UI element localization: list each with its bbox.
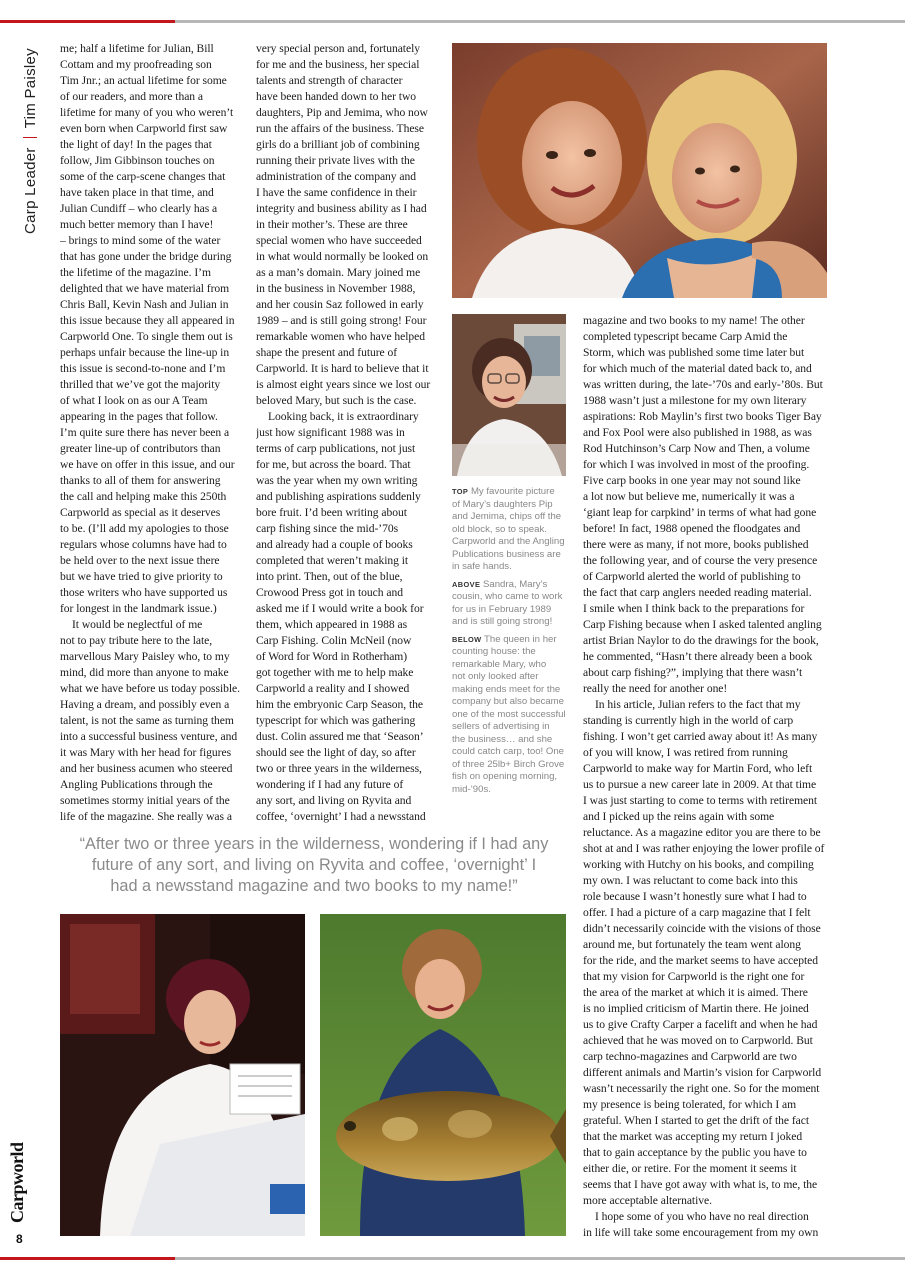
bottom-rule <box>0 1257 905 1260</box>
paragraph: I hope some of you who have no real direction in life will take some encouragement from my own <box>583 1210 819 1239</box>
paragraph: me; half a lifetime for Julian, Bill Cottam and my proofreading son Tim Jnr.; an actual lifetime for some of our readers, and more than a lifetime for many of you who weren’t even born when Carpworld first saw the light of day! In the pages that follow, Jim Gibbinson touches on some of the carp-scene changes that have taken place in that time, and Julian Cundiff – who clearly has a much better memory than I have! – brings to mind some of the water that has gone under the bridge during the lifetime of the magazine. I’m delighted that we have material from Chris Ball, Kevin Nash and Julian in this issue because they all appeared in Carpworld One. To single them out is perhaps unfair because the line-up in this issue is second-to-none and I’m thrilled that we’ve got the majority of what I look on as our A Team appearing in the pages that follow. I’m quite sure there has never been a greater line-up of contributors than we have on offer in this issue, and our thanks to all of them for answering the call and helping make this 250th Carpworld as special as it deserves to be. (I’ll add my apologies to those regulars whose columns have had to be held over to the next issue there but we have tried to give priority to those writers who have supported us for longest in the landmark issue.) <box>60 42 235 615</box>
paragraph: magazine and two books to my name! The other completed typescript became Carp Amid the Storm, which was published some time later but for which much of the material dated back to, and was written during, the late-’70s and early-’80s. But 1988 wasn’t just a milestone for my own literary aspirations: Rob Maylin’s first two books Tiger Bay and Fox Pool were also published in 1988, as was Rod Hutchinson’s Carp Now and Then, a volume for which I was involved in most of the proofing. Five carp books in one year may not sound like a lot now but believe me, numerically it was a ‘giant leap for carpkind’ in terms of what had gone before! In fact, 1988 opened the floodgates and there were as many, if not more, books published the following year, and of course the very presence of Carpworld alerted the world of publishing to the fact that carp anglers needed reading material. I smile when I think back to the preparations for Carp Fishing because when I asked talented angling artist Brian Naylor to do the drawings for the book, he commented, “Hasn’t there already been a book about carp fishing?”, implying that there wasn’t really the need for another one! <box>583 314 823 695</box>
caption-text: Sandra, Mary’s cousin, who came to work for us in February 1989 and is still going strong! <box>452 578 563 627</box>
section-label <box>4 44 40 234</box>
section-title: Carp Leader <box>22 147 39 234</box>
article-column-4 <box>583 313 827 1243</box>
caption-above <box>452 579 570 629</box>
caption-text: My favourite picture of Mary’s daughters Pip and Jemima, chips off the old block, so to speak. Carpworld and the Angling Publications business are in safe hands. <box>452 486 565 572</box>
brand-logo: Carpworld <box>7 1142 27 1223</box>
paragraph: Looking back, it is extraordinary just how significant 1988 was in terms of carp publications, not just for me, but across the board. That was the year when my own writing and publishing aspirations suddenly bore fruit. I’d been writing about carp fishing since the mid-’70s and already had a couple of books completed that weren’t making it into print. Then, out of the blue, Crowood Press got in touch and asked me if I would write a book for them, which appeared in 1988 as Carp Fishing. Colin McNeil (now of Word for Word in Rotherham) got together with me to help make Carpworld a reality and I showed him the embryonic Carp Season, the typescript for which was gathering dust. Colin assured me that ‘Season’ should see the light of day, so after two or three years in the wilderness, wondering if I had any future of any sort, and living on Ryvita and coffee, ‘overnight’ I had a newsstand <box>256 410 426 823</box>
bottom-rule-accent <box>0 1257 175 1260</box>
section-separator <box>23 137 37 138</box>
photo-mary-with-carp <box>320 914 566 1236</box>
caption-tag: TOP <box>452 487 469 496</box>
article-column-2 <box>256 41 442 825</box>
photo-mary-counting-house <box>60 914 305 1236</box>
caption-tag: ABOVE <box>452 579 481 589</box>
magazine-brand <box>5 1142 33 1225</box>
top-rule-accent <box>0 20 175 23</box>
top-rule <box>0 20 905 23</box>
caption-tag: BELOW <box>452 634 482 644</box>
paragraph: very special person and, fortunately for me and the business, her special talents and strength of character have been handed down to her two daughters, Pip and Jemima, who now run the affairs of the business. These girls do a brilliant job of combining running their private lives with the administration of the company and I have the same confidence in their integrity and business ability as I had in their mother’s. These are three special women who have succeeded in what would normally be looked on as a man’s domain. Mary joined me in the business in November 1988, and her cousin Saz followed in early 1989 – and is still going strong! Four remarkable women who have helped shape the present and future of Carpworld. It is hard to believe that it is almost eight years since we lost our beloved Mary, but such is the case. <box>256 42 431 407</box>
page-number: 8 <box>16 1232 23 1246</box>
paragraph: It would be neglectful of me not to pay tribute here to the late, marvellous Mary Paisley who, to my mind, did more than anyone to make what we have before us today possible. Having a dream, and possibly even a talent, is not the same as turning them into a successful business venture, and it was Mary with her head for figures and her business acumen who steered Angling Publications through the sometimes stormy initial years of the life of the magazine. She really was a <box>60 618 241 823</box>
article-column-1 <box>60 41 245 825</box>
photo-sandra <box>452 314 566 476</box>
pull-quote: “After two or three years in the wilderness, wondering if I had any future of any sort, and living on Ryvita and coffee, ‘overnight’ I had a newsstand magazine and two books to my name!” <box>79 835 549 895</box>
photo-pip-and-jemima <box>452 43 827 298</box>
author-name: Tim Paisley <box>22 48 39 129</box>
caption-top <box>452 486 570 574</box>
caption-text: The queen in her counting house: the remarkable Mary, who not only looked after making ends meet for the company but also became one of the most successful sellers of advertising in the business… and she could catch carp, too! One of three 25lb+ Birch Grove fish on opening morning, mid-’90s. <box>452 633 566 795</box>
paragraph: In his article, Julian refers to the fact that my standing is currently high in the world of carp fishing. I won’t get carried away about it! As many of you will know, I was retired from running Carpworld to make way for Martin Ford, who left us to pursue a new career late in 2009. At that time I was just starting to come to terms with retirement and I picked up the reins again with some reluctance. As a magazine editor you are there to be shot at and I was rather enjoying the lower profile of working with Hutchy on his books, and compiling my own. I was reluctant to come back into this role because I wasn’t honestly sure what I had to offer. I had a picture of a carp magazine that I felt didn’t necessarily coincide with the visions of those around me, but fortunately the team went along for the ride, and the market seems to have accepted that my vision for Carpworld is the right one for the area of the market at which it is aimed. There is no implied criticism of Martin there. He joined us to give Crafty Carper a facelift and when he had achieved that he was moved on to Carpworld. But carp techno-magazines and Carpworld are two different animals and Martin’s vision for Carpworld wasn’t necessarily the right one. So for the moment my presence is being tolerated, for which I am grateful. When I started to get the drift of the fact that the market was accepting my return I joked that to gain acceptance by the public you have to either die, or retire. For the moment it seems it seems that I have got away with what is, to me, the more acceptable alternative. <box>583 698 825 1207</box>
photo-captions <box>452 486 570 801</box>
caption-below <box>452 634 570 797</box>
